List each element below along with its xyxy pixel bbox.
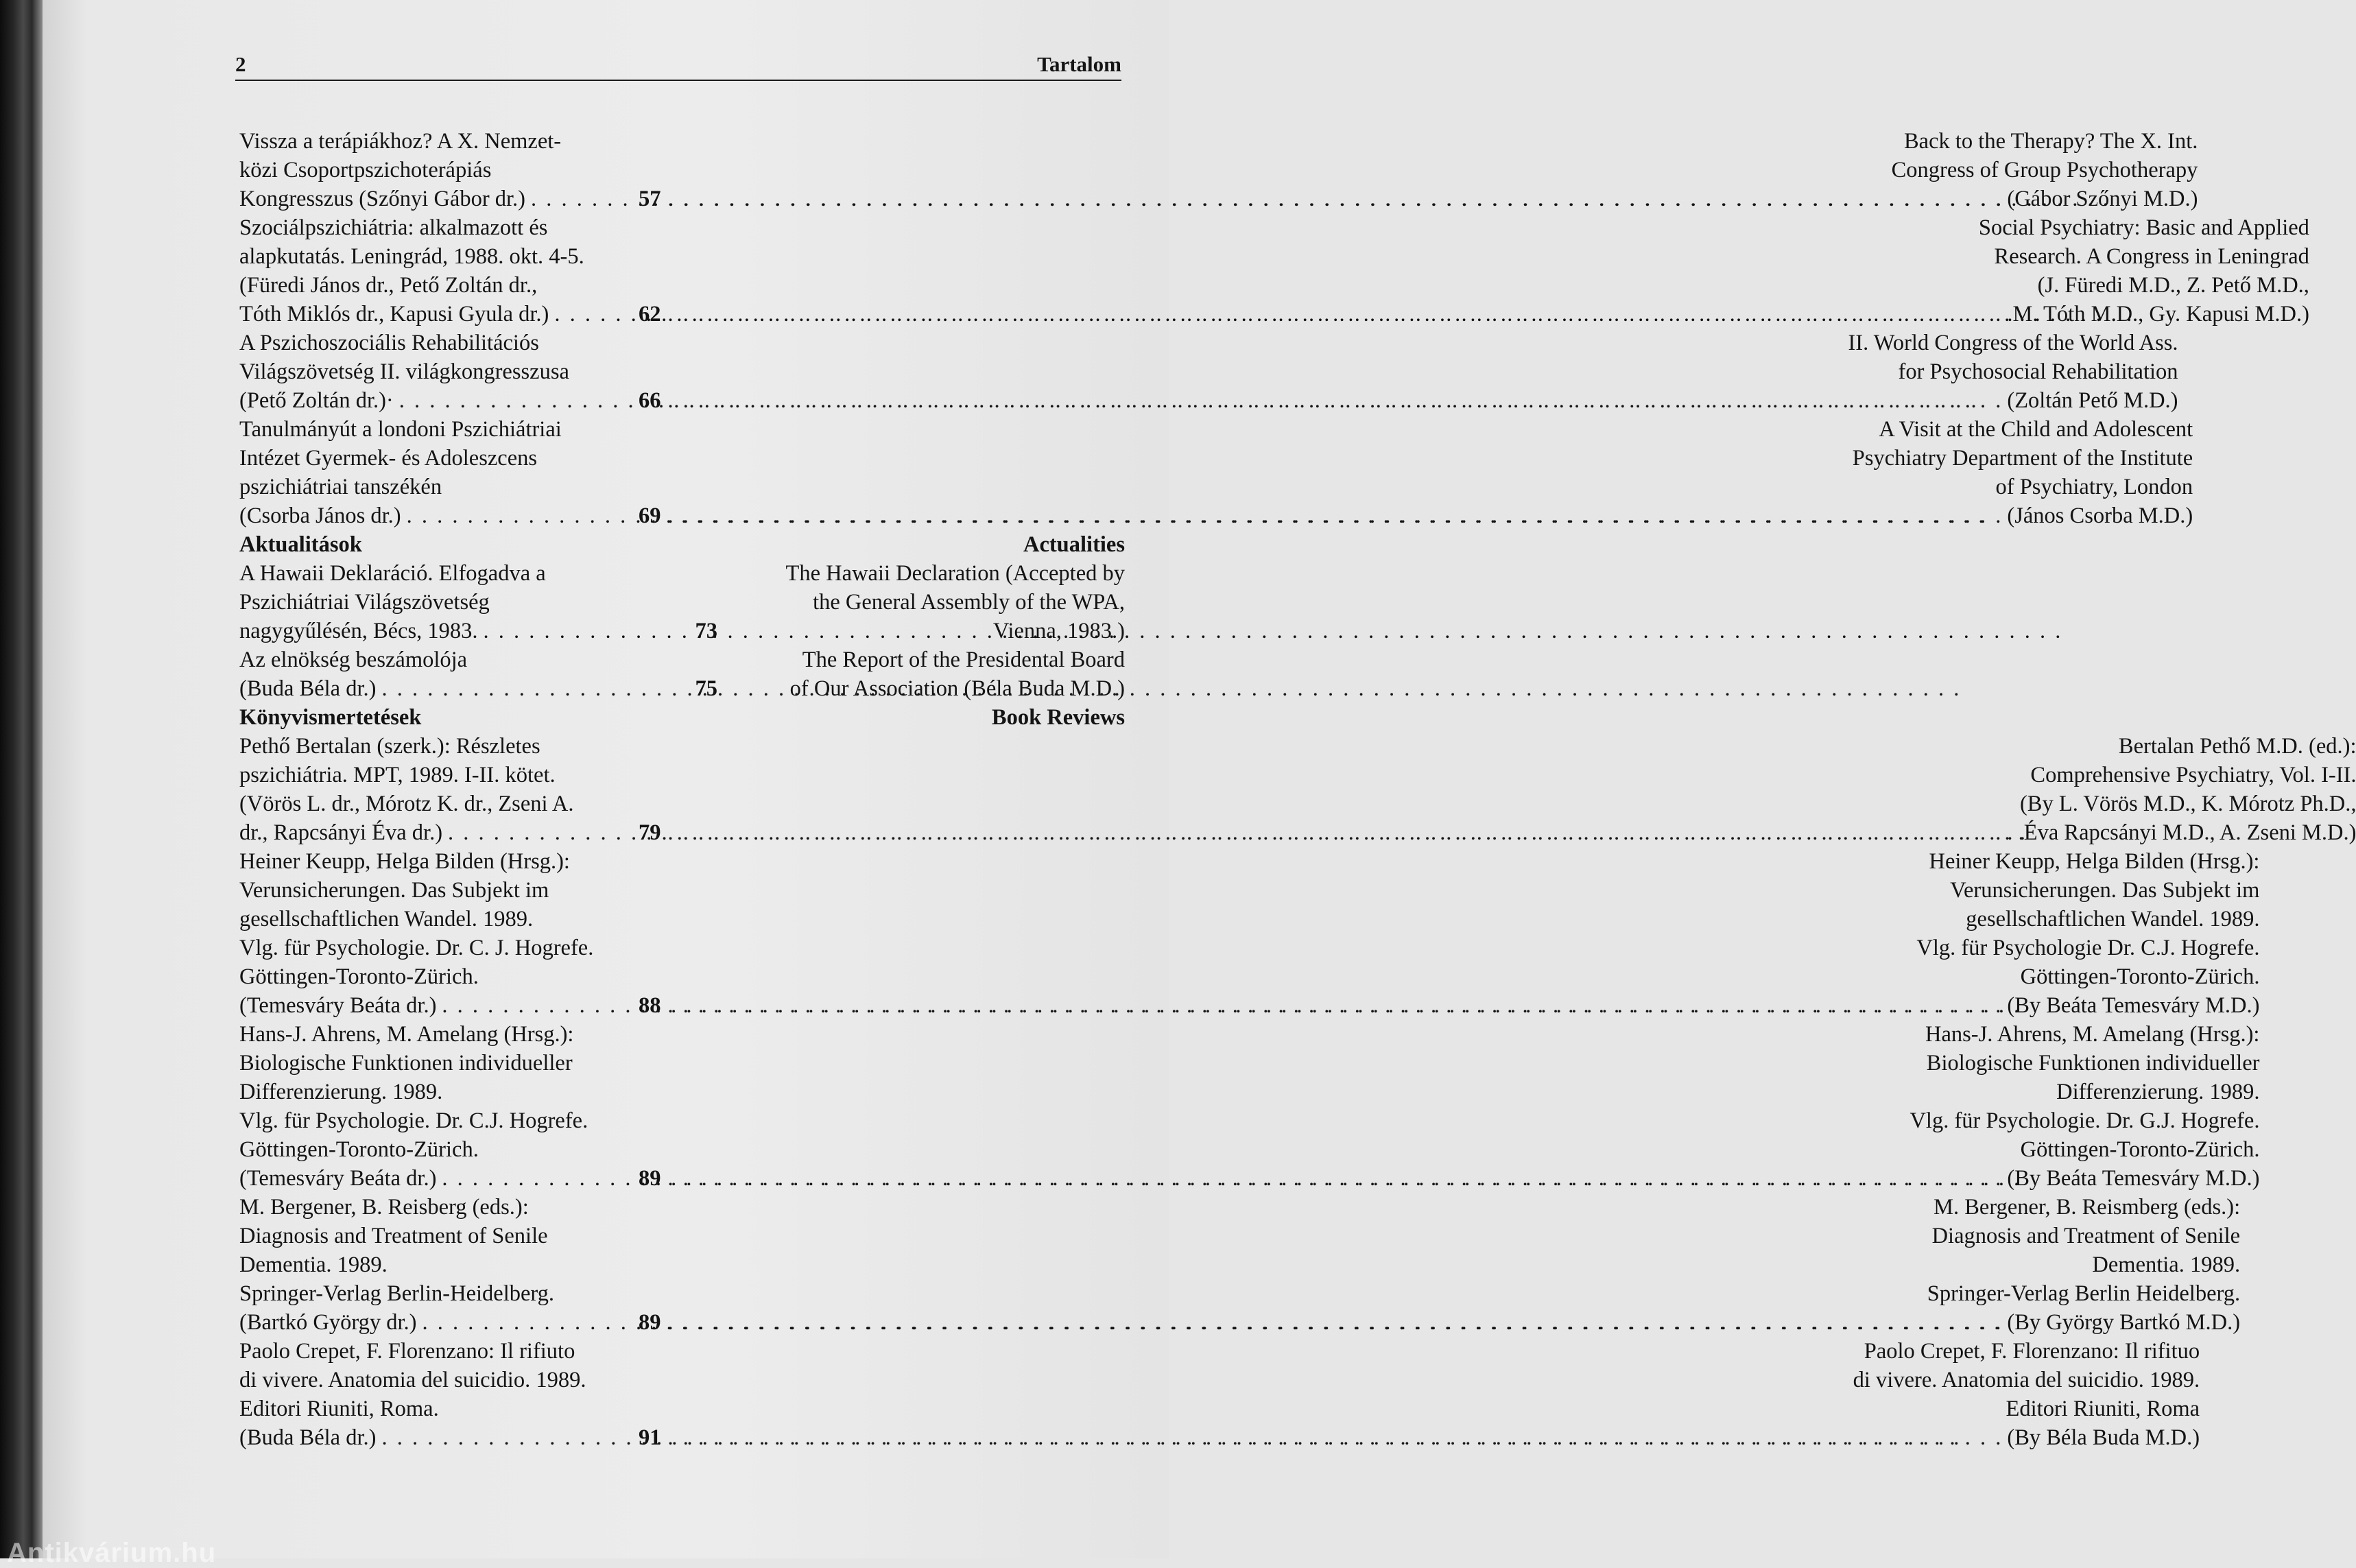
english-line bbox=[668, 789, 2356, 818]
hungarian-line bbox=[239, 530, 639, 559]
english-line bbox=[724, 559, 1125, 588]
dot-leader bbox=[668, 185, 2008, 213]
hungarian-text: (Pető Zoltán dr.)· bbox=[239, 386, 394, 415]
toc-section-heading bbox=[239, 530, 1125, 559]
english-text: Heiner Keupp, Helga Bilden (Hrsg.): bbox=[1929, 849, 2260, 874]
hungarian-text: Aktualitások bbox=[239, 532, 362, 557]
spacer bbox=[639, 588, 717, 617]
hungarian-line bbox=[239, 1193, 639, 1222]
english-line bbox=[668, 271, 2309, 300]
english-text: The Report of the Presidental Board bbox=[802, 648, 1125, 672]
hungarian-line bbox=[239, 213, 639, 242]
english-line bbox=[724, 530, 1125, 559]
page-header bbox=[235, 49, 1121, 81]
hungarian-text: Pethő Bertalan (szerk.): Részletes bbox=[239, 734, 540, 759]
english-line bbox=[668, 501, 2193, 530]
spacer bbox=[639, 876, 661, 905]
spacer bbox=[639, 1049, 661, 1078]
hungarian-line bbox=[239, 703, 639, 732]
english-line bbox=[668, 1193, 2241, 1222]
english-text: Congress of Group Psychotherapy bbox=[1892, 158, 2198, 182]
english-line bbox=[668, 213, 2309, 242]
english-text: Editori Riuniti, Roma bbox=[2006, 1397, 2200, 1421]
hungarian-text: (Temesváry Beáta dr.) bbox=[239, 991, 436, 1020]
spacer bbox=[639, 732, 661, 761]
hungarian-text: (Vörös L. dr., Mórotz K. dr., Zseni A. bbox=[239, 792, 573, 816]
english-line bbox=[668, 847, 2260, 876]
english-text: (By Beáta Temesváry M.D.) bbox=[2007, 991, 2259, 1020]
english-text: Paolo Crepet, F. Florenzano: Il rifituo bbox=[1864, 1339, 2200, 1364]
page-ref: 89 bbox=[639, 1308, 661, 1337]
entry-english bbox=[661, 329, 2178, 415]
english-text: Diagnosis and Treatment of Senile bbox=[1932, 1224, 2241, 1248]
spacer bbox=[639, 1135, 661, 1164]
entry-page-number bbox=[639, 127, 661, 213]
entry-page-number bbox=[639, 1337, 661, 1452]
toc-entry bbox=[239, 559, 1125, 645]
entry-english bbox=[717, 703, 1125, 732]
english-text: Dementia. 1989. bbox=[2092, 1252, 2240, 1277]
hungarian-text: Pszichiátriai Világszövetség bbox=[239, 590, 490, 615]
watermark: Antikvárium.hu bbox=[0, 1539, 223, 1558]
page-ref: 88 bbox=[639, 991, 661, 1020]
entry-page-number bbox=[639, 1193, 661, 1337]
spacer bbox=[639, 905, 661, 934]
toc-entry bbox=[239, 1193, 1125, 1337]
entry-page-number bbox=[639, 732, 661, 847]
english-text: Social Psychiatry: Basic and Applied bbox=[1979, 215, 2309, 240]
entry-page-number bbox=[639, 415, 661, 530]
english-text: gesellschaftlichen Wandel. 1989. bbox=[1966, 907, 2259, 931]
spacer bbox=[639, 415, 661, 444]
english-line bbox=[724, 645, 1125, 674]
hungarian-text: (Füredi János dr., Pető Zoltán dr., bbox=[239, 273, 537, 298]
hungarian-line bbox=[239, 1106, 639, 1135]
spacer bbox=[639, 1078, 661, 1106]
hungarian-line bbox=[239, 1423, 639, 1452]
spacer bbox=[639, 271, 661, 300]
english-line bbox=[668, 1020, 2260, 1049]
english-line bbox=[668, 386, 2178, 415]
english-line bbox=[668, 905, 2260, 934]
hungarian-line bbox=[239, 1049, 639, 1078]
hungarian-text: alapkutatás. Leningrád, 1988. okt. 4-5. bbox=[239, 244, 584, 269]
hungarian-line bbox=[239, 1135, 639, 1164]
hungarian-text: Vlg. für Psychologie. Dr. C. J. Hogrefe. bbox=[239, 936, 593, 960]
dot-leader bbox=[668, 300, 2008, 329]
hungarian-text: Vissza a terápiákhoz? A X. Nemzet- bbox=[239, 129, 561, 154]
toc-entry bbox=[239, 329, 1125, 415]
english-line bbox=[724, 588, 1125, 617]
spacer bbox=[639, 847, 661, 876]
hungarian-text: (Bartkó György dr.) bbox=[239, 1308, 416, 1337]
hungarian-text: Intézet Gyermek- és Adoleszcens bbox=[239, 446, 537, 471]
hungarian-line bbox=[239, 300, 639, 329]
entry-hungarian bbox=[239, 732, 639, 847]
english-text: Vlg. für Psychologie. Dr. G.J. Hogrefe. bbox=[1909, 1108, 2259, 1133]
hungarian-line bbox=[239, 645, 639, 674]
english-text: Research. A Congress in Leningrad bbox=[1995, 244, 2309, 269]
english-line bbox=[668, 473, 2193, 501]
hungarian-line bbox=[239, 1078, 639, 1106]
english-text: Vienna, 1983.) bbox=[993, 619, 1125, 643]
hungarian-line bbox=[239, 271, 639, 300]
hungarian-line bbox=[239, 991, 639, 1020]
toc-entry bbox=[239, 415, 1125, 530]
hungarian-text: Springer-Verlag Berlin-Heidelberg. bbox=[239, 1281, 554, 1306]
english-text: of Psychiatry, London bbox=[1996, 475, 2193, 499]
english-line bbox=[724, 703, 1125, 732]
entry-hungarian bbox=[239, 1020, 639, 1193]
hungarian-line bbox=[239, 789, 639, 818]
english-text: Bertalan Pethő M.D. (ed.): bbox=[2119, 734, 2356, 759]
english-line bbox=[668, 818, 2356, 847]
page-ref: 89 bbox=[639, 1164, 661, 1193]
dot-leader bbox=[668, 818, 2008, 847]
spacer bbox=[639, 329, 661, 357]
english-text: (By Béla Buda M.D.) bbox=[2007, 1423, 2200, 1452]
english-line bbox=[668, 1106, 2260, 1135]
page-ref: 66 bbox=[639, 386, 661, 415]
spacer bbox=[639, 1193, 661, 1222]
english-line bbox=[668, 1308, 2241, 1337]
hungarian-text: Heiner Keupp, Helga Bilden (Hrsg.): bbox=[239, 849, 570, 874]
english-line bbox=[668, 1135, 2260, 1164]
spacer bbox=[639, 473, 661, 501]
hungarian-line bbox=[239, 962, 639, 991]
page-ref: 73 bbox=[639, 617, 717, 645]
english-line bbox=[668, 876, 2260, 905]
spacer bbox=[639, 934, 661, 962]
entry-english bbox=[717, 645, 1125, 703]
page-ref: 62 bbox=[639, 300, 661, 329]
entry-hungarian bbox=[239, 127, 639, 213]
hungarian-line bbox=[239, 444, 639, 473]
english-text: (Gábor Szőnyi M.D.) bbox=[2007, 185, 2198, 213]
english-line bbox=[668, 156, 2198, 185]
spacer bbox=[639, 645, 717, 674]
english-text: (By György Bartkó M.D.) bbox=[2007, 1308, 2240, 1337]
english-line bbox=[668, 1078, 2260, 1106]
entry-hungarian bbox=[239, 559, 639, 645]
toc-entry bbox=[239, 645, 1125, 703]
english-line bbox=[668, 1279, 2241, 1308]
spacer bbox=[639, 357, 661, 386]
hungarian-line bbox=[239, 473, 639, 501]
hungarian-line bbox=[239, 1222, 639, 1250]
english-line bbox=[668, 1366, 2200, 1394]
hungarian-text: pszichiátriai tanszékén bbox=[239, 475, 442, 499]
hungarian-text: közi Csoportpszichoterápiás bbox=[239, 158, 491, 182]
english-line bbox=[668, 1423, 2200, 1452]
english-line bbox=[668, 329, 2178, 357]
hungarian-line bbox=[239, 1394, 639, 1423]
entry-english bbox=[661, 847, 2260, 1020]
spacer bbox=[639, 127, 661, 156]
hungarian-text: Editori Riuniti, Roma. bbox=[239, 1397, 439, 1421]
english-line bbox=[668, 1394, 2200, 1423]
hungarian-text: Kongresszus (Szőnyi Gábor dr.) bbox=[239, 185, 525, 213]
hungarian-text: Tóth Miklós dr., Kapusi Gyula dr.) bbox=[239, 300, 549, 329]
hungarian-text: Az elnökség beszámolója bbox=[239, 648, 467, 672]
hungarian-text: Diagnosis and Treatment of Senile bbox=[239, 1224, 548, 1248]
english-line bbox=[668, 242, 2309, 271]
entry-page-number bbox=[639, 530, 717, 559]
hungarian-line bbox=[239, 934, 639, 962]
page-ref: 91 bbox=[639, 1423, 661, 1452]
entry-page-number bbox=[639, 329, 661, 415]
dot-leader bbox=[668, 1308, 2008, 1337]
spacer bbox=[639, 1366, 661, 1394]
spacer bbox=[639, 1394, 661, 1423]
hungarian-line bbox=[239, 674, 639, 703]
entry-hungarian bbox=[239, 415, 639, 530]
english-text: Göttingen-Toronto-Zürich. bbox=[2021, 964, 2260, 989]
dot-leader bbox=[668, 1164, 2008, 1193]
english-text: (J. Füredi M.D., Z. Pető M.D., bbox=[2038, 273, 2309, 298]
spacer bbox=[639, 444, 661, 473]
hungarian-line bbox=[239, 617, 639, 645]
english-text: (Zoltán Pető M.D.) bbox=[2007, 386, 2178, 415]
entry-hungarian bbox=[239, 1337, 639, 1452]
english-line bbox=[668, 1337, 2200, 1366]
hungarian-line bbox=[239, 127, 639, 156]
entry-page-number bbox=[639, 1020, 661, 1193]
table-of-contents bbox=[239, 127, 1125, 1452]
entry-english bbox=[661, 1337, 2200, 1452]
spacer bbox=[639, 213, 661, 242]
hungarian-line bbox=[239, 559, 639, 588]
toc-entry bbox=[239, 1020, 1125, 1193]
spacer bbox=[639, 559, 717, 588]
toc-entry bbox=[239, 127, 1125, 213]
hungarian-text: A Hawaii Deklaráció. Elfogadva a bbox=[239, 561, 546, 586]
page-number: 2 bbox=[235, 52, 246, 77]
hungarian-text: Paolo Crepet, F. Florenzano: Il rifiuto bbox=[239, 1339, 575, 1364]
entry-page-number bbox=[639, 213, 661, 329]
english-text: (By L. Vörös M.D., K. Mórotz Ph.D., bbox=[2020, 792, 2356, 816]
entry-hungarian bbox=[239, 213, 639, 329]
english-line bbox=[668, 1164, 2260, 1193]
english-text: M. Bergener, B. Reismberg (eds.): bbox=[1933, 1195, 2240, 1220]
hungarian-text: (Buda Béla dr.) bbox=[239, 674, 376, 703]
english-line bbox=[668, 357, 2178, 386]
dot-leader bbox=[668, 386, 2008, 415]
entry-english bbox=[661, 213, 2309, 329]
toc-entry bbox=[239, 847, 1125, 1020]
book-spine-shadow bbox=[0, 0, 43, 1558]
spacer bbox=[639, 1222, 661, 1250]
english-line bbox=[668, 444, 2193, 473]
hungarian-text: (Buda Béla dr.) bbox=[239, 1423, 376, 1452]
english-text: Differenzierung. 1989. bbox=[2056, 1080, 2259, 1104]
english-text: (János Csorba M.D.) bbox=[2007, 501, 2193, 530]
hungarian-line bbox=[239, 1250, 639, 1279]
hungarian-line bbox=[239, 818, 639, 847]
english-text: II. World Congress of the World Ass. bbox=[1848, 331, 2178, 355]
entry-page-number bbox=[639, 559, 717, 645]
english-line bbox=[668, 1250, 2241, 1279]
toc-entry bbox=[239, 213, 1125, 329]
section-title: Tartalom bbox=[1037, 52, 1121, 77]
english-text: Verunsicherungen. Das Subjekt im bbox=[1950, 878, 2259, 903]
page-ref bbox=[639, 703, 717, 732]
entry-hungarian bbox=[239, 530, 639, 559]
hungarian-line bbox=[239, 905, 639, 934]
english-text: Comprehensive Psychiatry, Vol. I-II. bbox=[2030, 763, 2356, 787]
english-line bbox=[668, 991, 2260, 1020]
page-ref: 79 bbox=[639, 818, 661, 847]
english-text: Actualities bbox=[1023, 532, 1125, 557]
hungarian-text: dr., Rapcsányi Éva dr.) bbox=[239, 818, 442, 847]
entry-page-number bbox=[639, 847, 661, 1020]
spacer bbox=[639, 1250, 661, 1279]
hungarian-text: Hans-J. Ahrens, M. Amelang (Hrsg.): bbox=[239, 1022, 573, 1047]
hungarian-line bbox=[239, 1308, 639, 1337]
english-text: Back to the Therapy? The X. Int. bbox=[1904, 129, 2198, 154]
hungarian-line bbox=[239, 876, 639, 905]
english-text: .M. Tóth M.D., Gy. Kapusi M.D.) bbox=[2007, 300, 2309, 329]
spacer bbox=[639, 1337, 661, 1366]
hungarian-line bbox=[239, 1164, 639, 1193]
english-text: Hans-J. Ahrens, M. Amelang (Hrsg.): bbox=[1925, 1022, 2259, 1047]
spacer bbox=[639, 242, 661, 271]
toc-entry bbox=[239, 732, 1125, 847]
english-line bbox=[668, 185, 2198, 213]
english-text: Vlg. für Psychologie Dr. C.J. Hogrefe. bbox=[1916, 936, 2259, 960]
hungarian-text: gesellschaftlichen Wandel. 1989. bbox=[239, 907, 533, 931]
hungarian-line bbox=[239, 156, 639, 185]
hungarian-text: pszichiátria. MPT, 1989. I-II. kötet. bbox=[239, 763, 556, 787]
hungarian-line bbox=[239, 386, 639, 415]
entry-english bbox=[661, 415, 2193, 530]
english-line bbox=[668, 127, 2198, 156]
entry-hungarian bbox=[239, 329, 639, 415]
hungarian-line bbox=[239, 1337, 639, 1366]
english-text: Book Reviews bbox=[992, 705, 1125, 730]
hungarian-line bbox=[239, 357, 639, 386]
hungarian-text: (Csorba János dr.) bbox=[239, 501, 401, 530]
spacer bbox=[639, 761, 661, 789]
spacer bbox=[639, 1279, 661, 1308]
hungarian-line bbox=[239, 501, 639, 530]
english-text: Göttingen-Toronto-Zürich. bbox=[2021, 1137, 2260, 1162]
spacer bbox=[639, 1020, 661, 1049]
hungarian-line bbox=[239, 588, 639, 617]
entry-english bbox=[661, 732, 2356, 847]
english-line bbox=[668, 415, 2193, 444]
entry-hungarian bbox=[239, 847, 639, 1020]
english-text: for Psychosocial Rehabilitation bbox=[1899, 359, 2178, 384]
english-text: di vivere. Anatomia del suicidio. 1989. bbox=[1853, 1368, 2200, 1392]
hungarian-text: Világszövetség II. világkongresszusa bbox=[239, 359, 569, 384]
hungarian-text: Differenzierung. 1989. bbox=[239, 1080, 442, 1104]
hungarian-line bbox=[239, 415, 639, 444]
english-line bbox=[668, 1049, 2260, 1078]
hungarian-text: M. Bergener, B. Reisberg (eds.): bbox=[239, 1195, 529, 1220]
spacer bbox=[639, 789, 661, 818]
english-line bbox=[668, 761, 2356, 789]
entry-page-number bbox=[639, 645, 717, 703]
hungarian-text: Vlg. für Psychologie. Dr. C.J. Hogrefe. bbox=[239, 1108, 588, 1133]
english-text: (By Beáta Temesváry M.D.) bbox=[2007, 1164, 2259, 1193]
hungarian-text: Szociálpszichiátria: alkalmazott és bbox=[239, 215, 547, 240]
entry-english bbox=[661, 127, 2198, 213]
english-text: Psychiatry Department of the Institute bbox=[1853, 446, 2193, 471]
english-line bbox=[668, 300, 2309, 329]
entry-english bbox=[717, 559, 1125, 645]
entry-english bbox=[717, 530, 1125, 559]
english-line bbox=[724, 674, 1125, 703]
toc-entry bbox=[239, 1337, 1125, 1452]
english-line bbox=[668, 732, 2356, 761]
hungarian-line bbox=[239, 242, 639, 271]
entry-page-number bbox=[639, 703, 717, 732]
page-ref: 75 bbox=[639, 674, 717, 703]
hungarian-line bbox=[239, 732, 639, 761]
english-text: Biologische Funktionen individueller bbox=[1927, 1051, 2260, 1076]
hungarian-text: Dementia. 1989. bbox=[239, 1252, 388, 1277]
hungarian-line bbox=[239, 761, 639, 789]
spacer bbox=[639, 962, 661, 991]
toc-section-heading bbox=[239, 703, 1125, 732]
page-ref: 69 bbox=[639, 501, 661, 530]
hungarian-line bbox=[239, 847, 639, 876]
page-ref: 57 bbox=[639, 185, 661, 213]
hungarian-text: Verunsicherungen. Das Subjekt im bbox=[239, 878, 549, 903]
hungarian-line bbox=[239, 1279, 639, 1308]
entry-hungarian bbox=[239, 703, 639, 732]
entry-english bbox=[661, 1020, 2260, 1193]
hungarian-text: Tanulmányút a londoni Pszichiátriai bbox=[239, 417, 562, 442]
hungarian-text: Göttingen-Toronto-Zürich. bbox=[239, 1137, 479, 1162]
dot-leader bbox=[376, 674, 1961, 703]
dot-leader bbox=[668, 1423, 2008, 1452]
dot-leader bbox=[668, 501, 2008, 530]
english-text: The Hawaii Declaration (Accepted by bbox=[786, 561, 1125, 586]
english-text: Springer-Verlag Berlin Heidelberg. bbox=[1927, 1281, 2240, 1306]
page-ref bbox=[639, 530, 717, 559]
hungarian-line bbox=[239, 1020, 639, 1049]
hungarian-text: A Pszichoszociális Rehabilitációs bbox=[239, 331, 539, 355]
hungarian-text: Göttingen-Toronto-Zürich. bbox=[239, 964, 479, 989]
hungarian-line bbox=[239, 1366, 639, 1394]
english-text: . .Éva Rapcsányi M.D., A. Zseni M.D.) bbox=[2007, 818, 2356, 847]
spacer bbox=[639, 156, 661, 185]
english-line bbox=[668, 1222, 2241, 1250]
entry-hungarian bbox=[239, 1193, 639, 1337]
english-text: A Visit at the Child and Adolescent bbox=[1879, 417, 2193, 442]
entry-english bbox=[661, 1193, 2241, 1337]
hungarian-text: Könyvismertetések bbox=[239, 705, 421, 730]
hungarian-line bbox=[239, 329, 639, 357]
english-text: the General Assembly of the WPA, bbox=[813, 590, 1125, 615]
english-text: of Our Association (Béla Buda M.D.) bbox=[790, 676, 1125, 701]
hungarian-text: di vivere. Anatomia del suicidio. 1989. bbox=[239, 1368, 586, 1392]
english-line bbox=[668, 962, 2260, 991]
spacer bbox=[639, 1106, 661, 1135]
english-line bbox=[724, 617, 1125, 645]
english-line bbox=[668, 934, 2260, 962]
dot-leader bbox=[668, 991, 2008, 1020]
hungarian-text: nagygyűlésén, Bécs, 1983. bbox=[239, 617, 478, 645]
hungarian-line bbox=[239, 185, 639, 213]
entry-hungarian bbox=[239, 645, 639, 703]
hungarian-text: (Temesváry Beáta dr.) bbox=[239, 1164, 436, 1193]
hungarian-text: Biologische Funktionen individueller bbox=[239, 1051, 573, 1076]
